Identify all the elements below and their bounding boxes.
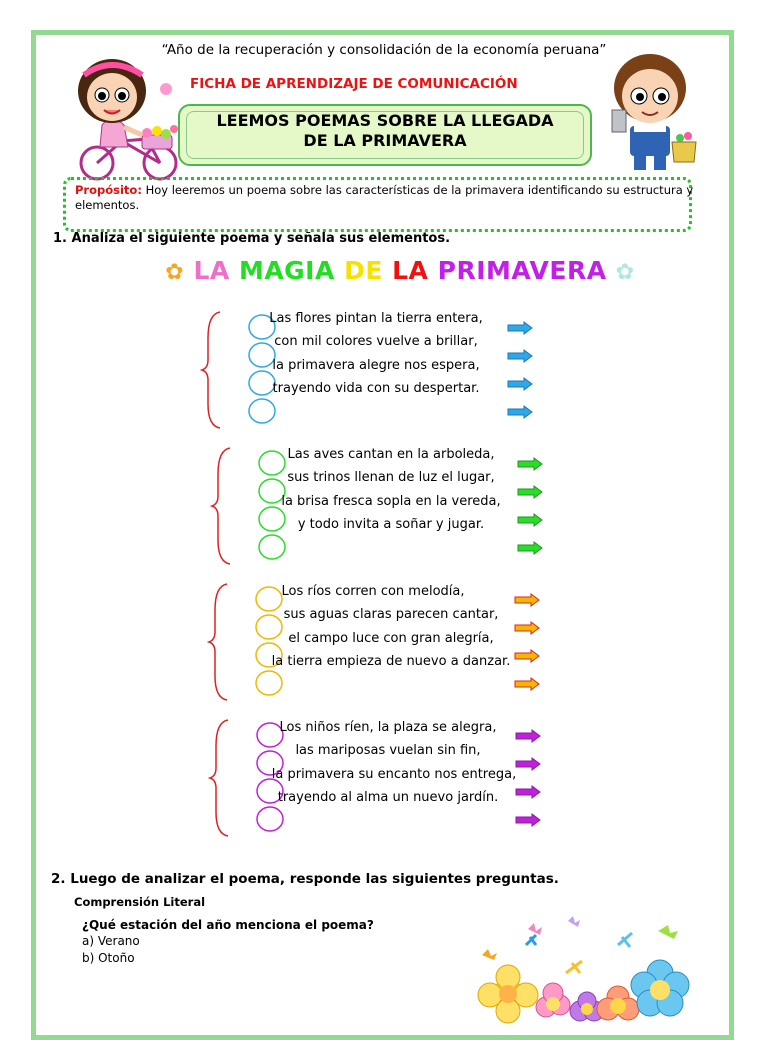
answer-option: b) Otoño bbox=[82, 951, 135, 965]
flowers-illustration bbox=[468, 915, 700, 1024]
verse-line: Las aves cantan en la arboleda, bbox=[287, 447, 495, 462]
answer-option: a) Verano bbox=[82, 934, 140, 948]
purpose-label: Propósito: bbox=[75, 183, 142, 197]
verse-line: la primavera su encanto nos entrega, bbox=[271, 767, 517, 782]
poem-title-word: LA bbox=[193, 256, 230, 285]
verse-line: la tierra empieza de nuevo a danzar. bbox=[271, 654, 511, 669]
section-heading: Comprensión Literal bbox=[74, 895, 206, 909]
stanza-brace bbox=[209, 584, 227, 700]
poem-title-word: PRIMAVERA bbox=[437, 256, 607, 285]
boy-gardening-illustration bbox=[600, 48, 705, 176]
answer-circle[interactable] bbox=[257, 807, 283, 831]
poem-title-word: LA bbox=[392, 256, 429, 285]
worksheet-title bbox=[178, 111, 592, 151]
verse-line: la brisa fresca sopla en la vereda, bbox=[281, 494, 501, 509]
poem-title-word: DE bbox=[344, 256, 383, 285]
stanza-brace bbox=[202, 312, 220, 428]
answer-circle[interactable] bbox=[259, 535, 285, 559]
verse-line: la primavera alegre nos espera, bbox=[272, 358, 480, 373]
stanza-brace bbox=[210, 720, 228, 836]
verse-line: sus aguas claras parecen cantar, bbox=[283, 607, 499, 622]
arrow-icon bbox=[518, 542, 542, 554]
question-1: 1. Analiza el siguiente poema y señala sus elementos. bbox=[53, 231, 451, 246]
title-line-2: DE LA PRIMAVERA bbox=[303, 131, 467, 150]
verse-line: las mariposas vuelan sin fin, bbox=[295, 743, 481, 758]
verse-line: y todo invita a soñar y jugar. bbox=[297, 517, 485, 532]
girl-bicycle-illustration bbox=[62, 55, 187, 183]
verse-line: trayendo al alma un nuevo jardín. bbox=[277, 790, 499, 805]
purpose-description: Hoy leeremos un poema sobre las características de la primavera identificando su estructura y elementos. bbox=[75, 183, 694, 212]
verse-line: Las flores pintan la tierra entera, bbox=[269, 311, 483, 326]
verse-line: el campo luce con gran alegría, bbox=[288, 631, 494, 646]
answer-circle[interactable] bbox=[256, 671, 282, 695]
arrow-icon bbox=[515, 678, 539, 690]
poem-title bbox=[0, 256, 768, 285]
stanza-brace bbox=[212, 448, 230, 564]
answer-circle[interactable] bbox=[249, 399, 275, 423]
verse-line: trayendo vida con su despertar. bbox=[272, 381, 480, 396]
verse-line: Los niños ríen, la plaza se alegra, bbox=[279, 720, 497, 735]
flower-icon-left: ✿ bbox=[165, 260, 185, 285]
question-2: 2. Luego de analizar el poema, responde las siguientes preguntas. bbox=[51, 871, 559, 887]
arrow-icon bbox=[516, 814, 540, 826]
arrow-icon bbox=[508, 406, 532, 418]
poem-title-word: MAGIA bbox=[238, 256, 335, 285]
national-motto: “Año de la recuperación y consolidación de la economía peruana” bbox=[161, 42, 607, 58]
question-season: ¿Qué estación del año menciona el poema? bbox=[82, 918, 374, 932]
title-line-1: LEEMOS POEMAS SOBRE LA LLEGADA bbox=[216, 111, 554, 130]
verse-line: con mil colores vuelve a brillar, bbox=[274, 334, 478, 349]
verse-line: Los ríos corren con melodía, bbox=[281, 584, 465, 599]
flower-icon-right: ✿ bbox=[615, 260, 635, 285]
verse-line: sus trinos llenan de luz el lugar, bbox=[287, 470, 495, 485]
purpose-text bbox=[75, 183, 695, 213]
worksheet-label: FICHA DE APRENDIZAJE DE COMUNICACIÓN bbox=[190, 76, 518, 92]
